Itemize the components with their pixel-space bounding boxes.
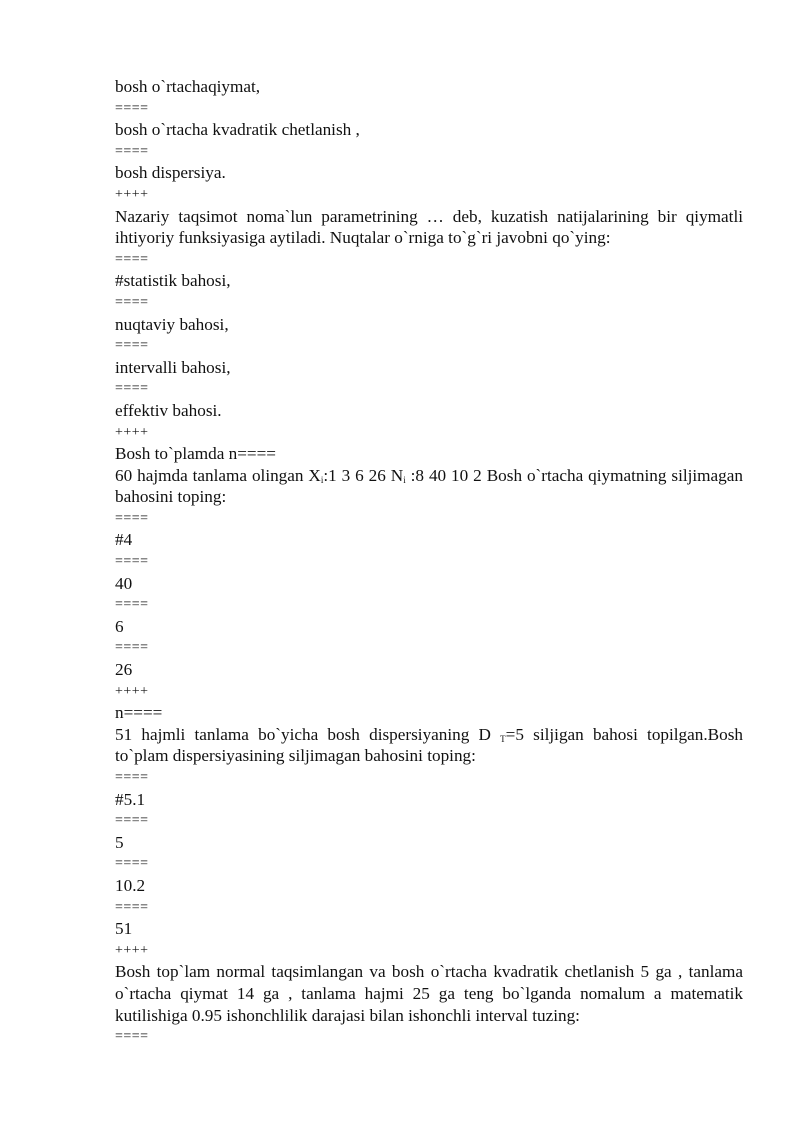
option-separator: ====: [115, 554, 149, 570]
option-separator: ====: [115, 856, 149, 872]
option-text-correct: #4: [115, 530, 133, 550]
option-separator: ====: [115, 143, 149, 159]
subscript: i: [320, 474, 324, 485]
question-text-part: =5 siljigan bahosi topilgan.Bosh to`plam dispersiyasining siljimagan bahosini toping:: [115, 724, 744, 766]
question-text-part: 51 hajmli tanlama bo`yicha bosh dispersiyaning D: [115, 724, 501, 744]
option-separator: ====: [115, 294, 149, 310]
option-text: bosh o`rtachaqiymat,: [115, 77, 261, 96]
option-text: bosh dispersiya.: [115, 163, 226, 183]
option-text: intervalli bahosi,: [115, 357, 231, 377]
subscript: i: [403, 474, 406, 485]
question-text: Nazariy taqsimot noma`lun parametrining … deb, kuzatish natijalarining bir qiymatli ihtiyoriy funksiyasiga aytiladi. Nuqtalar o`rniga to`g`ri javobni qo`ying:: [115, 206, 743, 248]
option-text: 6: [115, 616, 124, 636]
option-separator: ====: [115, 597, 149, 613]
question-text: Bosh to`plamda n====: [115, 444, 276, 464]
option-separator: ====: [115, 338, 149, 354]
question-text-part: :8 40 10 2 Bosh o`rtacha qiymatning siljimagan bahosini toping:: [115, 465, 743, 507]
question-end-marker: ++++: [115, 942, 149, 958]
document-page: [115, 76, 743, 1048]
option-separator: ====: [115, 899, 149, 915]
option-separator: ====: [115, 100, 149, 116]
question-text: [115, 465, 743, 508]
option-text: 51: [115, 919, 133, 939]
question-text: n====: [115, 703, 163, 723]
option-text: 10.2: [115, 875, 146, 895]
subscript: T: [500, 733, 506, 744]
option-text: bosh o`rtacha kvadratik chetlanish ,: [115, 120, 360, 140]
option-text: 5: [115, 832, 124, 852]
question-end-marker: ++++: [115, 683, 149, 699]
option-separator: ====: [115, 1029, 149, 1045]
option-separator: ====: [115, 510, 149, 526]
option-text: 40: [115, 573, 133, 593]
option-text: effektiv bahosi.: [115, 400, 222, 420]
option-separator: ====: [115, 770, 149, 785]
option-separator: ====: [115, 640, 149, 656]
question-end-marker: ++++: [115, 186, 149, 202]
question-text: [115, 724, 743, 767]
option-text-correct: #5.1: [115, 789, 146, 809]
question-text: Bosh top`lam normal taqsimlangan va bosh o`rtacha kvadratik chetlanish 5 ga , tanlama o`rtacha qiymat 14 ga , tanlama hajmi 25 ga teng bo`lganda nomalum a matematik kutilishiga 0.95 ishonchlilik darajasi bilan ishonchli interval tuzing:: [115, 962, 743, 1025]
question-end-marker: ++++: [115, 424, 149, 440]
option-separator: ====: [115, 251, 149, 267]
question-text-part: :1 3 6 26 N: [323, 465, 404, 485]
question-text-part: 60 hajmda tanlama olingan X: [115, 465, 321, 485]
option-separator: ====: [115, 813, 149, 829]
option-separator: ====: [115, 381, 149, 397]
option-text: 26: [115, 660, 133, 680]
option-text-correct: #statistik bahosi,: [115, 271, 231, 291]
option-text: nuqtaviy bahosi,: [115, 314, 229, 334]
